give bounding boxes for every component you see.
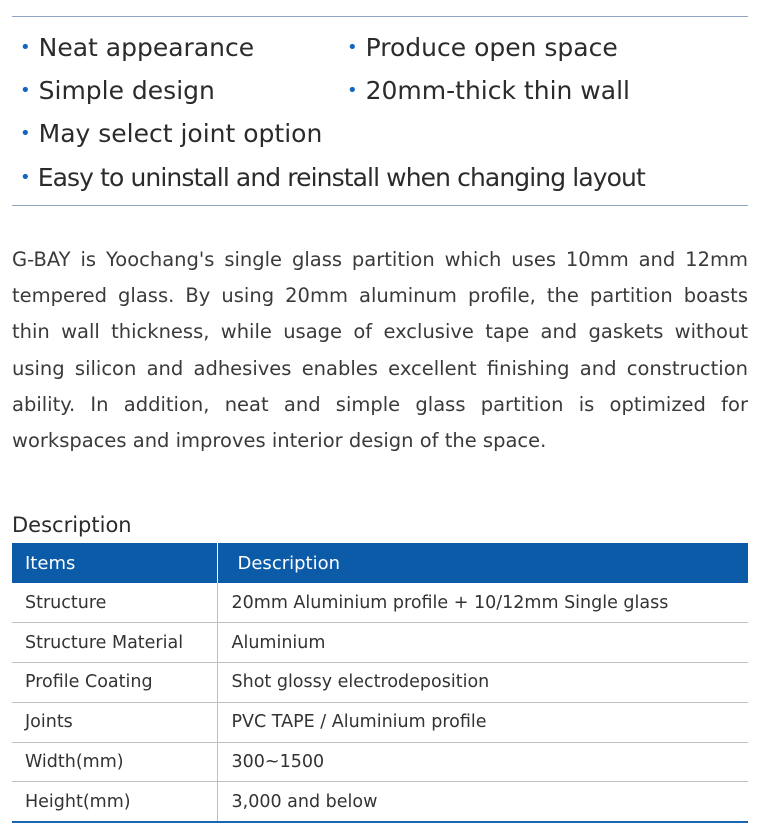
table-row (12, 782, 748, 822)
row-value: 3,000 and below (217, 782, 748, 822)
row-item: Joints (12, 702, 217, 742)
spec-table (12, 543, 748, 823)
feature-item: • Neat appearance (20, 33, 255, 62)
row-item: Structure Material (12, 623, 217, 663)
table-header-row (12, 543, 748, 583)
table-row (12, 742, 748, 782)
table-caption: Description (12, 513, 132, 537)
bullet-icon: • (20, 167, 30, 188)
row-item: Height(mm) (12, 782, 217, 822)
table-row (12, 583, 748, 623)
row-item: Width(mm) (12, 742, 217, 782)
row-value: 300~1500 (217, 742, 748, 782)
row-item: Profile Coating (12, 663, 217, 703)
bullet-icon: • (347, 80, 358, 101)
bullet-icon: • (20, 37, 31, 58)
feature-list (12, 16, 748, 206)
feature-item: • 20mm-thick thin wall (347, 76, 630, 105)
header-items: Items (12, 543, 217, 583)
feature-item: • Produce open space (347, 33, 618, 62)
bullet-icon: • (347, 37, 358, 58)
row-value: Shot glossy electrodeposition (217, 663, 748, 703)
row-value: PVC TAPE / Aluminium profile (217, 702, 748, 742)
row-item: Structure (12, 583, 217, 623)
table-row (12, 623, 748, 663)
row-value: Aluminium (217, 623, 748, 663)
bullet-icon: • (20, 80, 31, 101)
feature-item: • May select joint option (20, 119, 323, 148)
table-row (12, 702, 748, 742)
row-value: 20mm Aluminium profile + 10/12mm Single glass (217, 583, 748, 623)
header-description: Description (217, 543, 748, 583)
table-row (12, 663, 748, 703)
feature-item: • Simple design (20, 76, 215, 105)
bullet-icon: • (20, 123, 31, 144)
feature-item: • Easy to uninstall and reinstall when changing layout (20, 163, 645, 192)
product-description: G-BAY is Yoochang's single glass partition which uses 10mm and 12mm tempered glass. By using 20mm aluminum profile, the partition boasts thin wall thickness, while usage of exclusive tape and gaskets without using silicon and adhesives enables excellent finishing and construction ability. In addition, neat and simple glass partition is optimized for workspaces and improves interior design of the space. (12, 248, 748, 453)
